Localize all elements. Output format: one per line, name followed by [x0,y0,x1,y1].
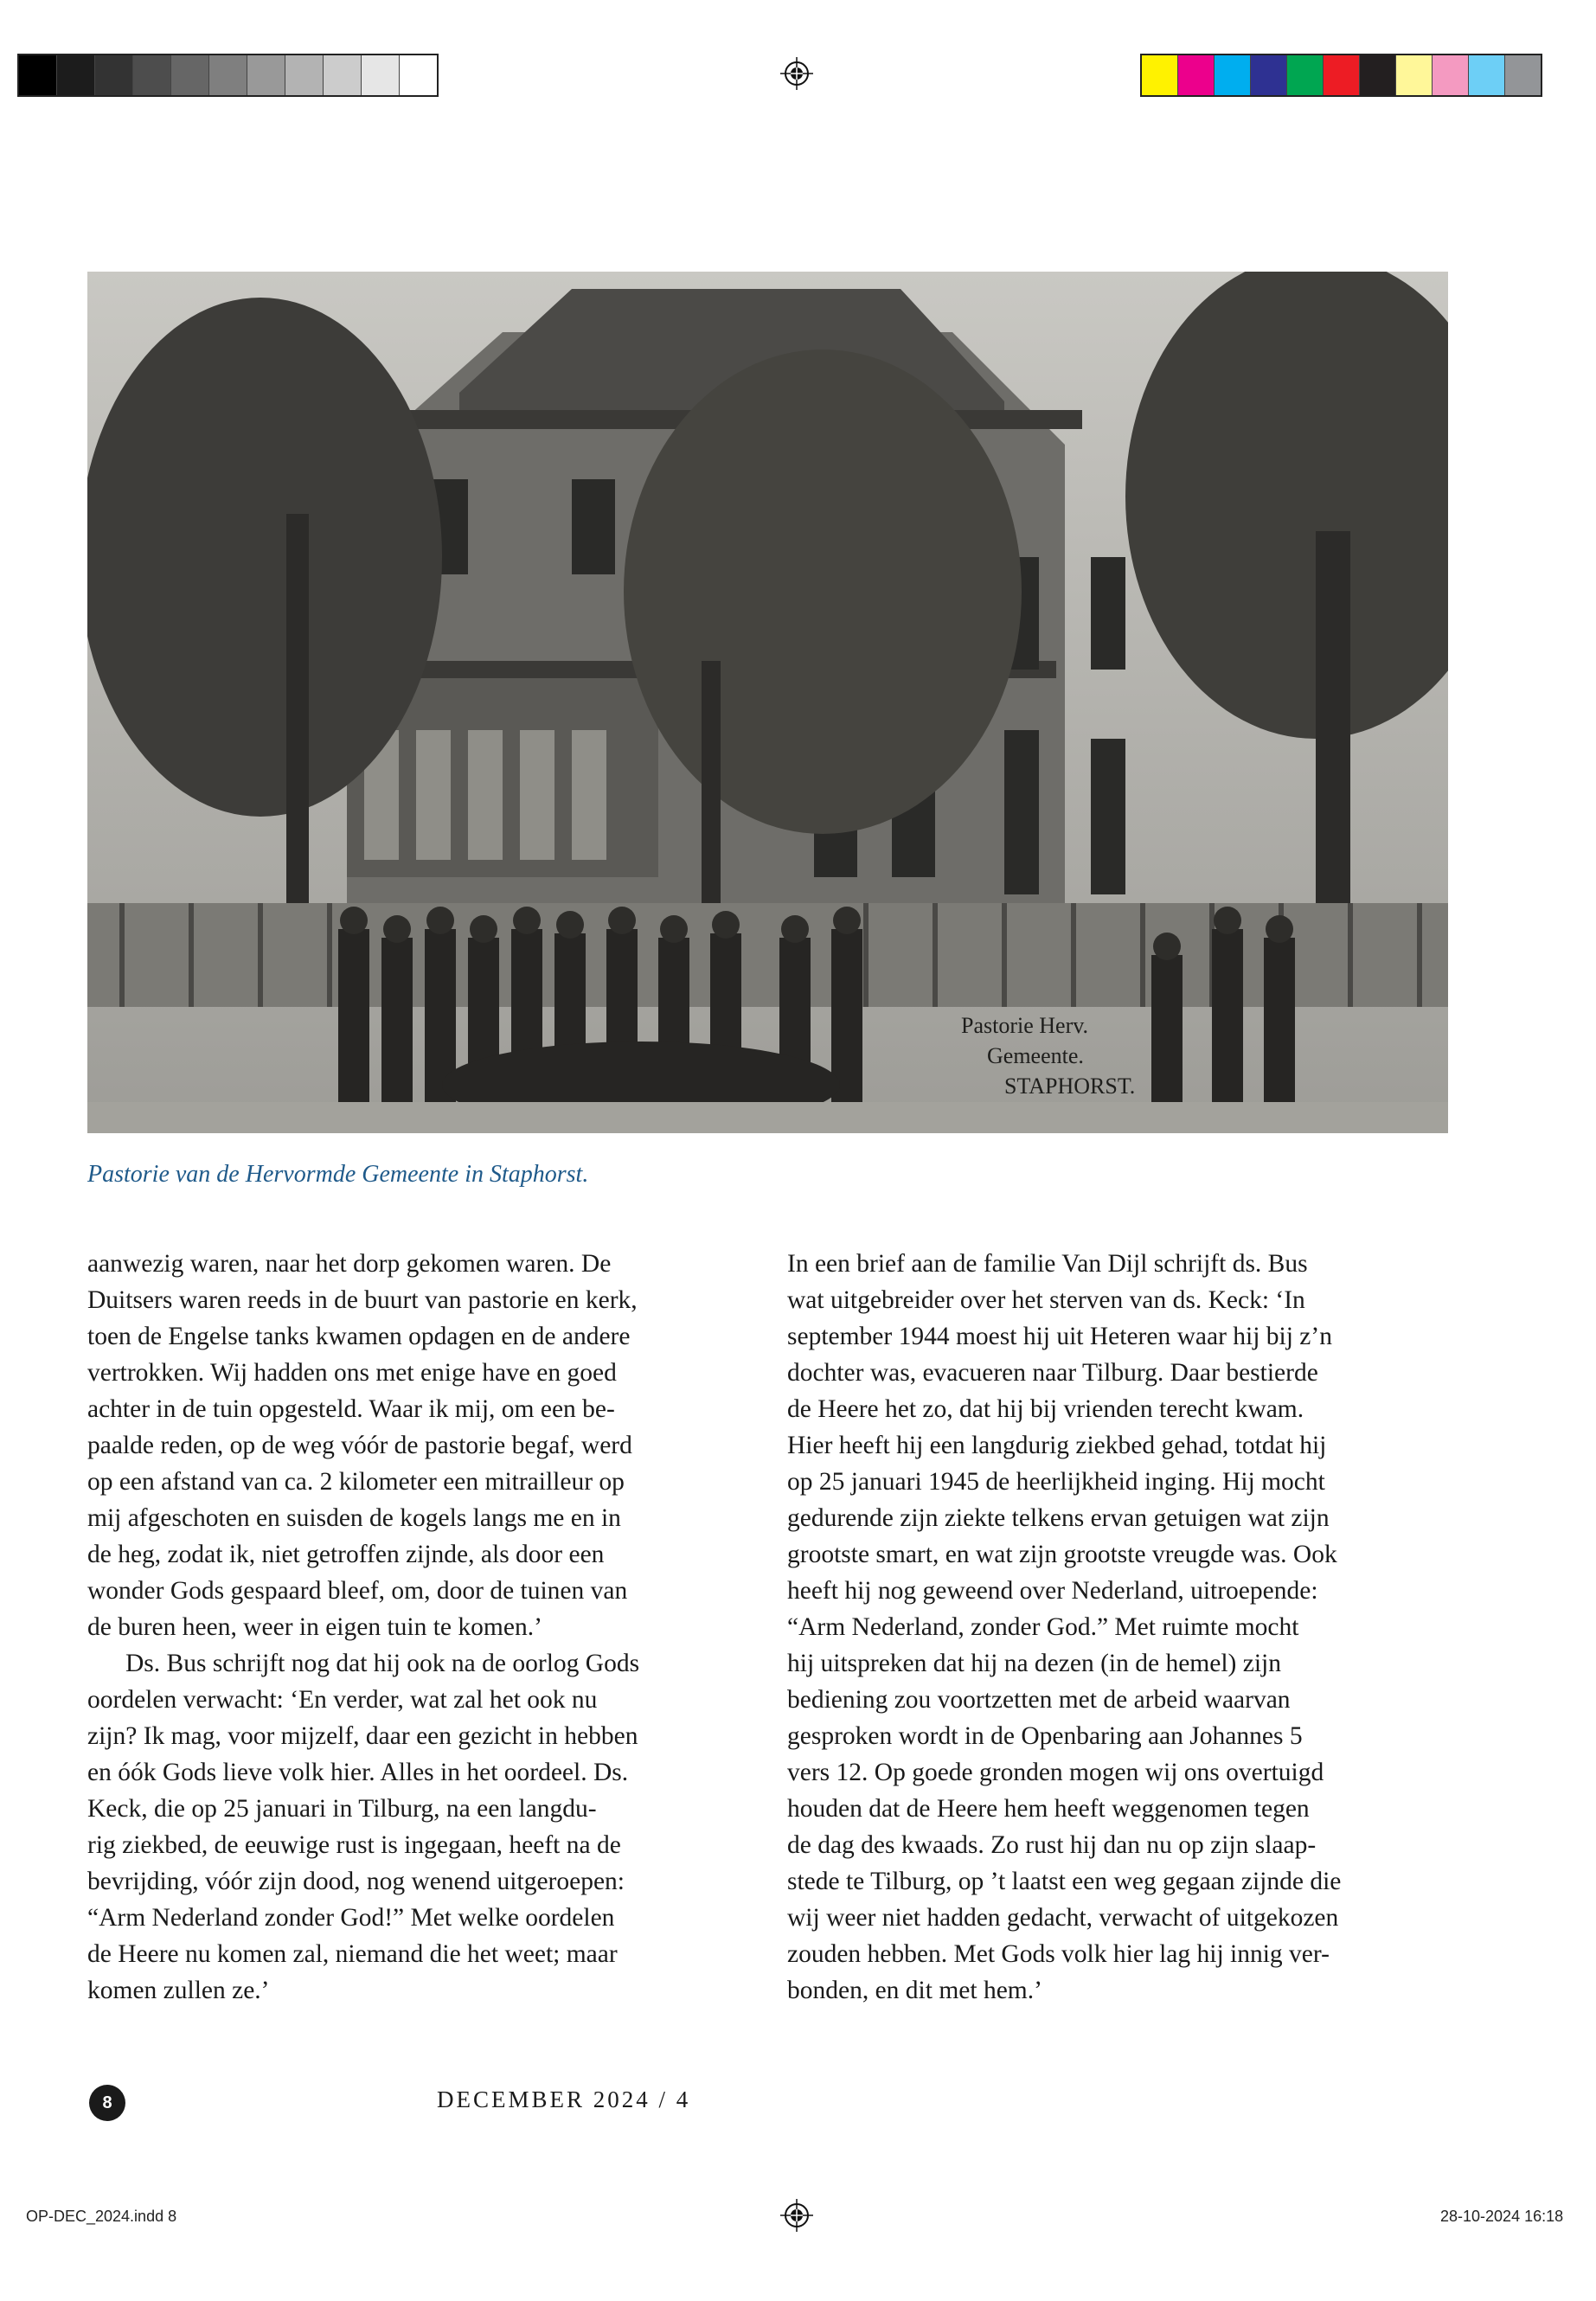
grey-step-swatch [171,55,209,95]
text-line: september 1944 moest hij uit Heteren waar hij bij z’n [787,1323,1332,1350]
parsonage-photo [87,272,1448,1133]
text-line: stede te Tilburg, op ’t laatst een weg gegaan zijnde die [787,1868,1342,1895]
text-line: heeft hij nog geweend over Nederland, uitroepende: [787,1577,1318,1605]
text-line: hij uitspreken dat hij na dezen (in de hemel) zijn [787,1650,1281,1677]
text-line: en óók Gods lieve volk hier. Alles in het oordeel. Ds. [87,1759,629,1786]
text-line: op 25 januari 1945 de heerlijkheid inging. Hij mocht [787,1468,1325,1496]
text-line: wat uitgebreider over het sterven van ds. Keck: ‘In [787,1286,1305,1314]
text-line: toen de Engelse tanks kwamen opdagen en de andere [87,1323,631,1350]
grey-step-swatch [57,55,95,95]
grey-step-swatch [19,55,57,95]
grey-step-swatch [400,55,437,95]
text-line: paalde reden, op de weg vóór de pastorie begaf, werd [87,1432,632,1459]
photo-stamp-line-3: STAPHORST. [1004,1074,1136,1099]
grey-step-swatch [362,55,400,95]
color-swatch [1287,55,1324,95]
color-swatch [1360,55,1396,95]
text-line: wij weer niet hadden gedacht, verwacht of uitgekozen [787,1904,1339,1932]
text-line: mij afgeschoten en suisden de kogels langs me en in [87,1504,621,1532]
text-line: dochter was, evacueren naar Tilburg. Daar bestierde [787,1359,1318,1387]
text-line: wonder Gods gespaard bleef, om, door de tuinen van [87,1577,628,1605]
text-line: grootste smart, en wat zijn grootste vreugde was. Ook [787,1541,1337,1568]
text-line: de dag des kwaads. Zo rust hij dan nu op zijn slaap- [787,1831,1317,1859]
color-swatch [1251,55,1287,95]
text-line: vertrokken. Wij hadden ons met enige have en goed [87,1359,617,1387]
text-line: de heg, zodat ik, niet getroffen zijnde, als door een [87,1541,605,1568]
color-swatch [1142,55,1178,95]
grey-step-swatch [285,55,324,95]
text-line: bediening zou voortzetten met de arbeid waarvan [787,1686,1291,1714]
text-line: zouden hebben. Met Gods volk hier lag hij innig ver- [787,1940,1330,1968]
left-text-column [87,1246,745,2009]
slug-timestamp: 28-10-2024 16:18 [1440,2208,1564,2225]
text-line: de Heere nu komen zal, niemand die het weet; maar [87,1940,618,1968]
color-swatch [1215,55,1251,95]
photo-stamp-line-1: Pastorie Herv. [961,1013,1089,1038]
text-line: “Arm Nederland, zonder God.” Met ruimte mocht [787,1613,1299,1641]
grey-step-swatch [324,55,362,95]
grey-control-strip [17,54,439,97]
color-swatch [1396,55,1433,95]
text-line: vers 12. Op goede gronden mogen wij ons overtuigd [787,1759,1324,1786]
text-line: komen zullen ze.’ [87,1977,270,2004]
page-number-badge: 8 [89,2085,125,2121]
text-line: Hier heeft hij een langdurig ziekbed gehad, totdat hij [787,1432,1327,1459]
grey-step-swatch [133,55,171,95]
text-line: gesproken wordt in de Openbaring aan Johannes 5 [787,1722,1303,1750]
text-line: Keck, die op 25 januari in Tilburg, na een langdu- [87,1795,597,1823]
text-line: “Arm Nederland zonder God!” Met welke oordelen [87,1904,615,1932]
text-line: bevrijding, vóór zijn dood, nog wenend uitgeroepen: [87,1868,625,1895]
color-swatch [1178,55,1215,95]
text-line: bonden, en dit met hem.’ [787,1977,1042,2004]
text-line: oordelen verwacht: ‘En verder, wat zal het ook nu [87,1686,598,1714]
text-line: rig ziekbed, de eeuwige rust is ingegaan, heeft na de [87,1831,621,1859]
issue-footer: DECEMBER 2024 / 4 [437,2086,691,2112]
text-line: Duitsers waren reeds in de buurt van pastorie en kerk, [87,1286,638,1314]
registration-mark-icon [780,57,813,90]
grey-step-swatch [209,55,247,95]
text-line: Ds. Bus schrijft nog dat hij ook na de oorlog Gods [125,1650,640,1677]
text-line: de buren heen, weer in eigen tuin te komen.’ [87,1613,542,1641]
right-text-column [787,1246,1445,2009]
text-line: houden dat de Heere hem heeft weggenomen tegen [787,1795,1310,1823]
text-line: aanwezig waren, naar het dorp gekomen waren. De [87,1250,612,1278]
registration-mark-icon [780,2199,813,2232]
color-swatch [1469,55,1505,95]
text-line: gedurende zijn ziekte telkens ervan getuigen wat zijn [787,1504,1330,1532]
color-control-strip [1140,54,1542,97]
grey-step-swatch [95,55,133,95]
photo-caption: Pastorie van de Hervormde Gemeente in Staphorst. [87,1161,589,1188]
color-swatch [1505,55,1541,95]
text-line: op een afstand van ca. 2 kilometer een mitrailleur op [87,1468,625,1496]
text-line: In een brief aan de familie Van Dijl schrijft ds. Bus [787,1250,1308,1278]
color-swatch [1433,55,1469,95]
photo-stamp-line-2: Gemeente. [987,1043,1084,1068]
color-swatch [1324,55,1360,95]
text-line: de Heere het zo, dat hij bij vrienden terecht kwam. [787,1395,1304,1423]
text-line: zijn? Ik mag, voor mijzelf, daar een gezicht in hebben [87,1722,638,1750]
text-line: achter in de tuin opgesteld. Waar ik mij, om een be- [87,1395,615,1423]
slug-file-info: OP-DEC_2024.indd 8 [26,2208,177,2225]
grey-step-swatch [247,55,285,95]
